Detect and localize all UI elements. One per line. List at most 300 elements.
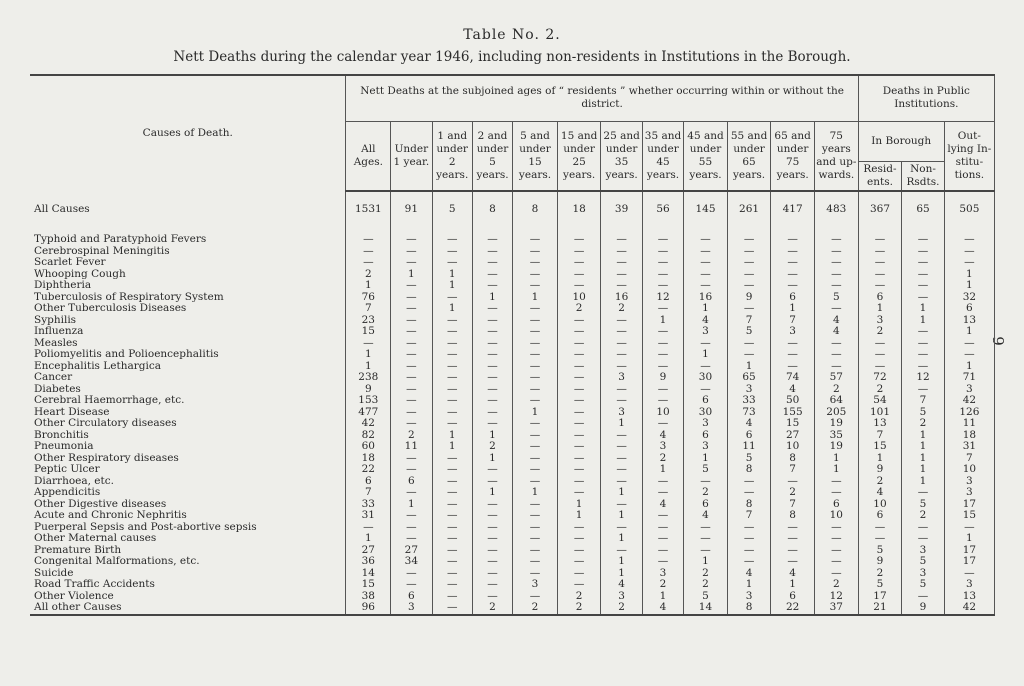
value-cell: 17 [944, 556, 994, 568]
value-cell: 3 [684, 326, 728, 338]
value-cell: — [902, 533, 944, 545]
value-cell: — [727, 349, 771, 361]
value-cell: — [814, 545, 858, 557]
value-cell: — [472, 257, 512, 269]
value-cell: — [472, 499, 512, 511]
value-cell: 417 [771, 191, 815, 226]
value-cell: — [642, 234, 683, 246]
value-cell: — [513, 533, 558, 545]
value-cell: 205 [814, 407, 858, 419]
value-cell: — [902, 280, 944, 292]
value-cell: 27 [391, 545, 432, 557]
value-cell: 7 [902, 395, 944, 407]
value-cell: 16 [684, 292, 728, 304]
value-cell: — [814, 476, 858, 488]
value-cell: 27 [346, 545, 391, 557]
value-cell: 3 [944, 384, 994, 396]
value-cell: 91 [391, 191, 432, 226]
value-cell: 64 [814, 395, 858, 407]
value-cell: — [727, 487, 771, 499]
value-cell: — [601, 361, 642, 373]
value-cell: 22 [771, 602, 815, 615]
value-cell: 82 [346, 430, 391, 442]
value-cell: 13 [858, 418, 902, 430]
value-cell: — [601, 257, 642, 269]
cause-cell: Diarrhoea, etc. [34, 475, 114, 487]
value-cell: 1 [944, 533, 994, 545]
age-header: 15 and under 25 years. [557, 121, 601, 191]
value-cell: — [557, 568, 601, 580]
cause-cell: Other Digestive diseases [34, 498, 167, 510]
value-cell: — [601, 349, 642, 361]
value-cell: 7 [771, 315, 815, 327]
value-cell: 19 [814, 441, 858, 453]
value-cell: — [771, 522, 815, 534]
value-cell: 16 [601, 292, 642, 304]
value-cell: — [557, 430, 601, 442]
value-cell: 1 [472, 292, 512, 304]
value-cell: — [902, 522, 944, 534]
value-cell: — [432, 349, 472, 361]
value-cell: — [513, 349, 558, 361]
cause-cell: Puerperal Sepsis and Post-abortive sepsis [34, 521, 257, 533]
value-cell: — [642, 556, 683, 568]
value-cell: — [513, 246, 558, 258]
cause-cell: Poliomyelitis and Polioencephalitis [34, 349, 219, 360]
value-cell: — [601, 464, 642, 476]
value-cell: 5 [727, 453, 771, 465]
value-cell: — [513, 338, 558, 350]
value-cell: 7 [858, 430, 902, 442]
value-cell: 39 [601, 191, 642, 226]
value-cell: — [642, 510, 683, 522]
value-cell: — [902, 361, 944, 373]
value-cell: — [513, 269, 558, 281]
table-row [30, 441, 995, 453]
value-cell: — [642, 338, 683, 350]
value-cell: — [391, 510, 432, 522]
value-cell: — [472, 545, 512, 557]
value-cell: 5 [902, 407, 944, 419]
value-cell: 1 [557, 499, 601, 511]
value-cell: 50 [771, 395, 815, 407]
value-cell: — [346, 246, 391, 258]
value-cell: 6 [391, 591, 432, 603]
value-cell: — [391, 257, 432, 269]
age-header: 55 and under 65 years. [727, 121, 771, 191]
value-cell: 2 [814, 384, 858, 396]
value-cell: — [771, 234, 815, 246]
value-cell: 5 [432, 191, 472, 226]
value-cell: 6 [684, 395, 728, 407]
table-row [30, 292, 995, 304]
value-cell: — [346, 234, 391, 246]
value-cell: 6 [684, 430, 728, 442]
table-row [30, 257, 995, 269]
value-cell: — [472, 464, 512, 476]
value-cell: — [513, 280, 558, 292]
cause-cell: Scarlet Fever [34, 257, 106, 268]
value-cell: 1 [684, 349, 728, 361]
value-cell: 21 [858, 602, 902, 615]
value-cell: 1 [432, 303, 472, 315]
value-cell: 4 [771, 568, 815, 580]
value-cell: 2 [557, 303, 601, 315]
value-cell: — [601, 453, 642, 465]
value-cell: — [601, 326, 642, 338]
value-cell: 8 [513, 191, 558, 226]
value-cell: 74 [771, 372, 815, 384]
value-cell: 17 [944, 545, 994, 557]
value-cell: 8 [771, 453, 815, 465]
table-row [30, 234, 995, 246]
value-cell: — [814, 338, 858, 350]
value-cell: — [432, 499, 472, 511]
value-cell: 13 [944, 315, 994, 327]
value-cell: 1 [684, 453, 728, 465]
table-row [30, 361, 995, 373]
cause-cell: Heart Disease [34, 406, 110, 418]
table-row [30, 303, 995, 315]
value-cell: — [814, 361, 858, 373]
value-cell: — [601, 246, 642, 258]
value-cell: — [432, 510, 472, 522]
value-cell: 1 [346, 533, 391, 545]
value-cell: 32 [944, 292, 994, 304]
value-cell: — [346, 522, 391, 534]
value-cell: 477 [346, 407, 391, 419]
cause-cell: Syphilis [34, 314, 77, 326]
value-cell: 6 [771, 292, 815, 304]
page-number: 9 [988, 336, 1007, 346]
table-row [30, 510, 995, 522]
value-cell: — [727, 476, 771, 488]
value-cell: — [814, 556, 858, 568]
value-cell: — [513, 545, 558, 557]
value-cell: — [601, 395, 642, 407]
value-cell: 1 [346, 361, 391, 373]
value-cell: 1 [601, 556, 642, 568]
value-cell: 3 [601, 372, 642, 384]
value-cell: — [513, 418, 558, 430]
value-cell: 6 [684, 499, 728, 511]
value-cell: 3 [858, 315, 902, 327]
value-cell: — [944, 568, 994, 580]
cause-cell: Encephalitis Lethargica [34, 360, 161, 372]
value-cell: — [902, 591, 944, 603]
value-cell: 10 [814, 510, 858, 522]
value-cell: — [858, 246, 902, 258]
value-cell: 9 [858, 556, 902, 568]
value-cell: 1 [642, 315, 683, 327]
value-cell: 2 [684, 487, 728, 499]
value-cell: 73 [727, 407, 771, 419]
age-header: 5 and under 15 years. [513, 121, 558, 191]
value-cell: 5 [858, 545, 902, 557]
value-cell: 1531 [346, 191, 391, 226]
value-cell: — [391, 418, 432, 430]
value-cell: — [432, 338, 472, 350]
value-cell: — [684, 522, 728, 534]
value-cell: — [391, 407, 432, 419]
value-cell: 1 [432, 441, 472, 453]
table-row [30, 372, 995, 384]
value-cell: 3 [642, 441, 683, 453]
value-cell: 33 [727, 395, 771, 407]
value-cell: 1 [902, 303, 944, 315]
value-cell: — [601, 315, 642, 327]
value-cell: — [902, 384, 944, 396]
value-cell: — [771, 349, 815, 361]
value-cell: 238 [346, 372, 391, 384]
value-cell: — [601, 476, 642, 488]
value-cell: — [902, 326, 944, 338]
value-cell: 2 [684, 568, 728, 580]
value-cell: — [557, 556, 601, 568]
value-cell: 2 [557, 591, 601, 603]
value-cell: 4 [727, 568, 771, 580]
value-cell: 9 [858, 464, 902, 476]
value-cell: 153 [346, 395, 391, 407]
value-cell: 96 [346, 602, 391, 615]
value-cell: 1 [601, 533, 642, 545]
value-cell: 2 [391, 430, 432, 442]
table-row [30, 464, 995, 476]
value-cell: 2 [902, 510, 944, 522]
value-cell: 17 [944, 499, 994, 511]
value-cell: 14 [346, 568, 391, 580]
value-cell: — [557, 418, 601, 430]
cause-cell: Peptic Ulcer [34, 464, 100, 475]
value-cell: — [684, 246, 728, 258]
value-cell: — [432, 487, 472, 499]
value-cell: — [684, 280, 728, 292]
value-cell: — [771, 533, 815, 545]
value-cell: 15 [346, 579, 391, 591]
value-cell: — [432, 476, 472, 488]
table-row [30, 395, 995, 407]
value-cell: — [432, 384, 472, 396]
value-cell: — [432, 395, 472, 407]
value-cell: — [727, 533, 771, 545]
value-cell: 1 [346, 349, 391, 361]
cause-cell: Cerebral Haemorrhage, etc. [34, 395, 185, 406]
value-cell: — [513, 361, 558, 373]
value-cell: 261 [727, 191, 771, 226]
table-body [30, 191, 995, 615]
value-cell: — [557, 326, 601, 338]
table-row [30, 499, 995, 511]
value-cell: 15 [346, 326, 391, 338]
value-cell: — [472, 395, 512, 407]
value-cell: 22 [346, 464, 391, 476]
value-cell: — [557, 407, 601, 419]
value-cell: — [472, 476, 512, 488]
value-cell: — [472, 269, 512, 281]
value-cell: — [557, 257, 601, 269]
value-cell: 3 [727, 591, 771, 603]
cause-cell: Other Respiratory diseases [34, 452, 179, 464]
value-cell: 3 [391, 602, 432, 615]
cause-cell: Other Violence [34, 590, 114, 602]
value-cell: — [902, 487, 944, 499]
value-cell: — [391, 533, 432, 545]
cause-cell: Other Tuberculosis Diseases [34, 303, 187, 314]
value-cell: — [513, 326, 558, 338]
value-cell: 42 [346, 418, 391, 430]
value-cell: — [771, 476, 815, 488]
value-cell: — [472, 338, 512, 350]
value-cell: 5 [858, 579, 902, 591]
value-cell: 12 [642, 292, 683, 304]
value-cell: 483 [814, 191, 858, 226]
value-cell: — [814, 303, 858, 315]
value-cell: — [642, 384, 683, 396]
cause-cell: Typhoid and Paratyphoid Fevers [34, 234, 207, 245]
value-cell: — [432, 545, 472, 557]
value-cell: 36 [346, 556, 391, 568]
cause-cell: Pneumonia [34, 441, 94, 452]
value-cell: — [684, 545, 728, 557]
value-cell: — [432, 407, 472, 419]
age-header: Under 1 year. [391, 121, 432, 191]
value-cell: — [557, 522, 601, 534]
table-row [30, 602, 995, 615]
in-borough-header: In Borough [858, 121, 944, 161]
value-cell: — [472, 510, 512, 522]
value-cell: — [902, 246, 944, 258]
value-cell: 1 [902, 464, 944, 476]
value-cell: 9 [902, 602, 944, 615]
value-cell: — [771, 338, 815, 350]
value-cell: 7 [944, 453, 994, 465]
table-row [30, 545, 995, 557]
value-cell: 3 [684, 441, 728, 453]
value-cell: — [858, 533, 902, 545]
value-cell: 8 [727, 499, 771, 511]
cause-cell: Appendicitis [34, 487, 101, 498]
value-cell: 1 [858, 453, 902, 465]
value-cell: 15 [944, 510, 994, 522]
value-cell: — [432, 315, 472, 327]
value-cell: 1 [902, 315, 944, 327]
value-cell: 3 [944, 487, 994, 499]
table-row [30, 280, 995, 292]
value-cell: — [771, 257, 815, 269]
value-cell: — [472, 349, 512, 361]
value-cell: 15 [771, 418, 815, 430]
value-cell: 3 [684, 418, 728, 430]
value-cell: — [513, 556, 558, 568]
value-cell: 8 [771, 510, 815, 522]
value-cell: — [642, 476, 683, 488]
value-cell: — [472, 407, 512, 419]
value-cell: 1 [944, 361, 994, 373]
value-cell: 4 [771, 384, 815, 396]
value-cell: — [391, 338, 432, 350]
value-cell: — [513, 372, 558, 384]
value-cell: — [513, 303, 558, 315]
value-cell: — [814, 280, 858, 292]
value-cell: 5 [902, 579, 944, 591]
value-cell: 1 [858, 303, 902, 315]
value-cell: 2 [601, 602, 642, 615]
value-cell: — [513, 430, 558, 442]
value-cell: — [432, 591, 472, 603]
value-cell: 4 [814, 315, 858, 327]
value-cell: 3 [642, 568, 683, 580]
value-cell: 3 [902, 545, 944, 557]
value-cell: — [432, 372, 472, 384]
value-cell: 2 [902, 418, 944, 430]
value-cell: — [601, 384, 642, 396]
value-cell: — [513, 395, 558, 407]
value-cell: 5 [902, 556, 944, 568]
value-cell: 1 [601, 568, 642, 580]
value-cell: — [513, 476, 558, 488]
cause-cell: Acute and Chronic Nephritis [34, 510, 187, 521]
value-cell: — [391, 384, 432, 396]
table-title: Table No. 2. [463, 27, 561, 43]
value-cell: 31 [346, 510, 391, 522]
value-cell: 1 [432, 269, 472, 281]
value-cell: 2 [513, 602, 558, 615]
value-cell: 10 [944, 464, 994, 476]
value-cell: — [727, 257, 771, 269]
value-cell: — [432, 453, 472, 465]
value-cell: 3 [902, 568, 944, 580]
value-cell: — [391, 303, 432, 315]
value-cell: — [727, 303, 771, 315]
value-cell: — [432, 326, 472, 338]
cause-cell: Road Traffic Accidents [34, 579, 155, 590]
value-cell: — [601, 441, 642, 453]
value-cell: — [432, 464, 472, 476]
value-cell: — [472, 579, 512, 591]
value-cell: 76 [346, 292, 391, 304]
value-cell: — [472, 326, 512, 338]
age-header: 1 and under 2 years. [432, 121, 472, 191]
value-cell: — [684, 257, 728, 269]
table-row [30, 453, 995, 465]
value-cell: 11 [944, 418, 994, 430]
value-cell: — [472, 234, 512, 246]
value-cell: — [814, 522, 858, 534]
value-cell: 42 [944, 395, 994, 407]
value-cell: 3 [601, 591, 642, 603]
value-cell: 5 [684, 464, 728, 476]
value-cell: 2 [557, 602, 601, 615]
value-cell: — [771, 556, 815, 568]
table-row [30, 430, 995, 442]
value-cell: 10 [771, 441, 815, 453]
value-cell: — [472, 246, 512, 258]
value-cell: 11 [727, 441, 771, 453]
value-cell: 3 [513, 579, 558, 591]
value-cell: — [642, 487, 683, 499]
value-cell: 1 [391, 499, 432, 511]
value-cell: 11 [391, 441, 432, 453]
value-cell: — [557, 280, 601, 292]
value-cell: 1 [642, 464, 683, 476]
residents-header: Resid-ents. [858, 161, 902, 191]
cause-cell: Cerebrospinal Meningitis [34, 245, 170, 257]
value-cell: — [642, 269, 683, 281]
value-cell: 126 [944, 407, 994, 419]
value-cell: — [391, 464, 432, 476]
spacer-row [30, 226, 995, 234]
value-cell: 1 [472, 453, 512, 465]
